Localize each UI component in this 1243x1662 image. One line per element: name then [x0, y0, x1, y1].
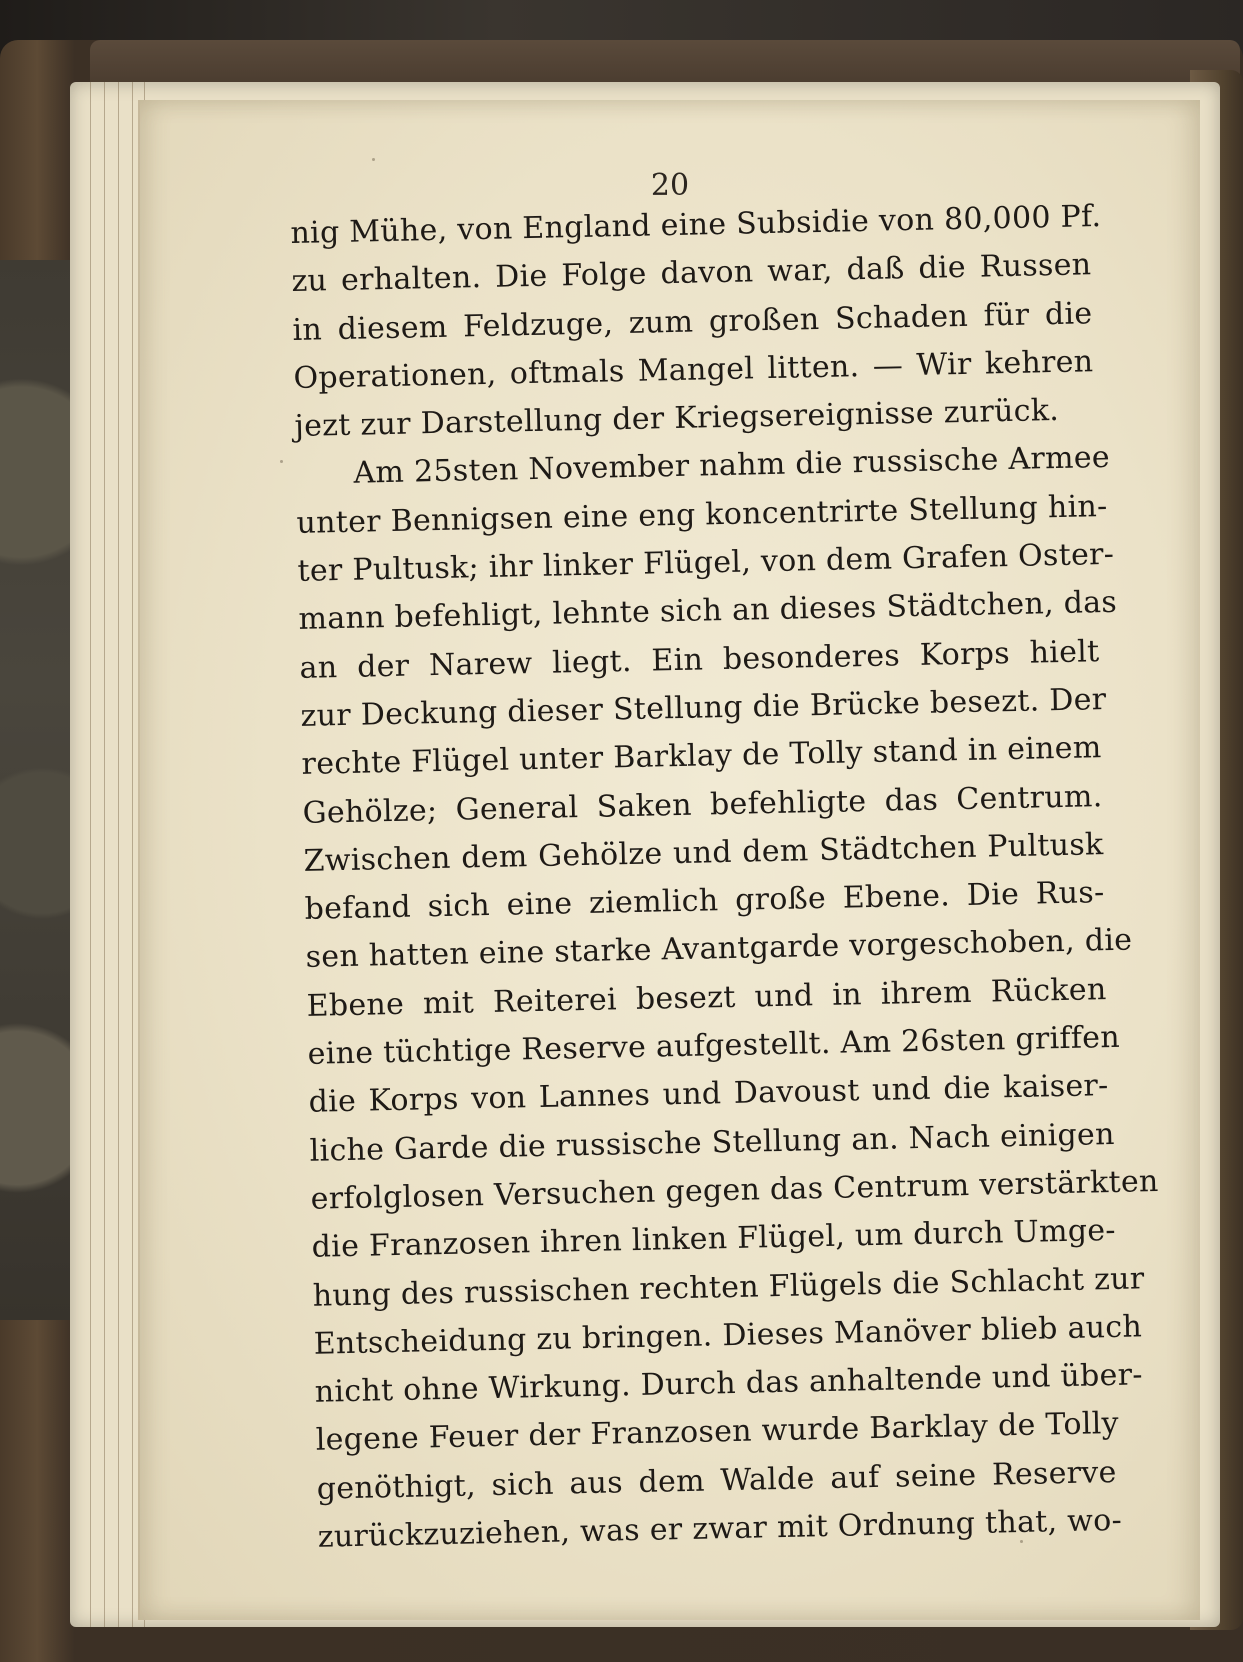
text-line: liche Garde die russische Stellung an. Nach einigen [309, 1116, 1115, 1169]
text-line: Operationen, oftmals Mangel litten. — Wir kehren [293, 344, 1094, 396]
text-line: mann befehligt, lehnte sich an dieses Städtchen, das [298, 585, 1118, 638]
text-line: Am 25sten November nahm die russische Armee [353, 440, 1111, 492]
text-line: Entscheidung zu bringen. Dieses Manöver blieb auch [313, 1309, 1143, 1362]
text-line: erfolglosen Versuchen gegen das Centrum verstärkten [310, 1163, 1159, 1217]
text-line: jezt zur Darstellung der Kriegsereignisse zurück. [294, 393, 1060, 445]
text-line: sen hatten eine starke Avantgarde vorgeschoben, die [305, 922, 1133, 976]
text-line: nicht ohne Wirkung. Durch das anhaltende und über- [314, 1357, 1144, 1410]
paper-speck [372, 158, 375, 161]
text-line: genöthigt, sich aus dem Walde auf seine Reserve [316, 1454, 1117, 1507]
text-line: hung des russischen rechten Flügels die Schlacht zur [312, 1260, 1145, 1314]
paper-speck [1020, 1540, 1023, 1543]
text-line: in diesem Feldzuge, zum großen Schaden für die [292, 295, 1093, 348]
text-line: rechte Flügel unter Barklay de Tolly stand in einem [301, 730, 1102, 783]
text-line: ter Pultusk; ihr linker Flügel, von dem Grafen Oster- [297, 536, 1115, 589]
page-edge [92, 82, 105, 1627]
text-line: an der Narew liegt. Ein besonderes Korps hielt [299, 633, 1100, 686]
text-line: Gehölze; General Saken befehligte das Centrum. [302, 778, 1103, 831]
text-line: die Korps von Lannes und Davoust und die kaiser- [308, 1068, 1109, 1121]
paper-speck [280, 460, 283, 463]
text-line: zur Deckung dieser Stellung die Brücke besezt. Der [300, 681, 1107, 734]
page-text [290, 193, 1159, 1562]
text-line: Zwischen dem Gehölze und dem Städtchen Pultusk [303, 826, 1104, 879]
text-line: zurückzuziehen, was er zwar mit Ordnung that, wo- [317, 1502, 1123, 1555]
page-number: 20 [650, 168, 690, 203]
text-line: nig Mühe, von England eine Subsidie von 80,000 Pf. [290, 199, 1102, 251]
text-line: befand sich eine ziemlich große Ebene. Die Rus- [304, 875, 1105, 927]
book-page [138, 100, 1200, 1620]
text-line: zu erhalten. Die Folge davon war, daß die Russen [291, 247, 1092, 300]
marbled-cover-edge [0, 260, 70, 1320]
cover-top-edge [90, 40, 1240, 86]
text-line: Ebene mit Reiterei besezt und in ihrem Rücken [306, 971, 1107, 1024]
text-line: die Franzosen ihren linken Flügel, um durch Umge- [311, 1213, 1117, 1266]
page-edge [78, 82, 91, 1627]
text-line: unter Bennigsen eine eng koncentrirte Stellung hin- [296, 488, 1108, 541]
text-line: eine tüchtige Reserve aufgestellt. Am 26sten griffen [307, 1019, 1121, 1072]
text-line: legene Feuer der Franzosen wurde Barklay de Tolly [315, 1406, 1120, 1459]
page-edge [106, 82, 119, 1627]
